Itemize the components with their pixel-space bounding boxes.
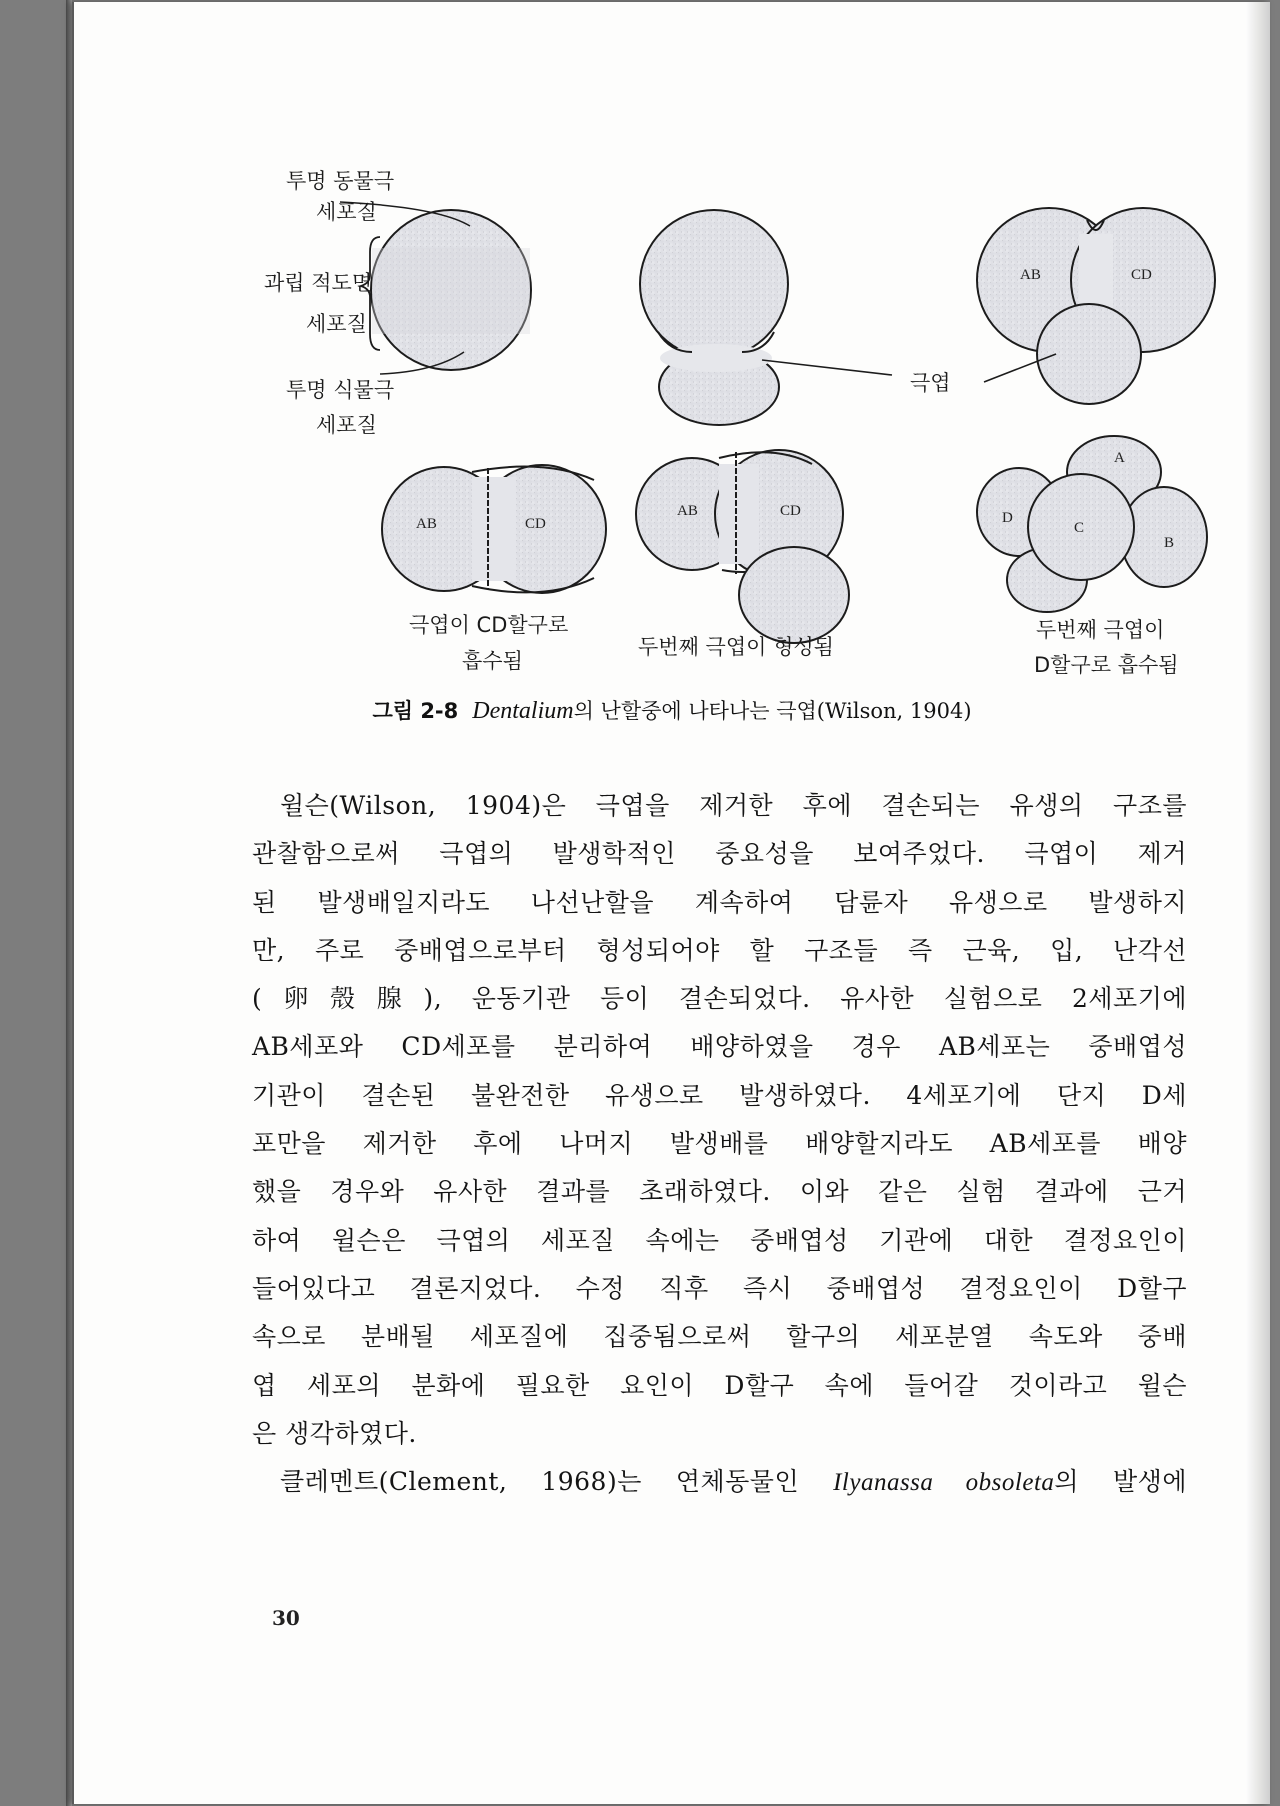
stage-4-caption-2: 흡수됨: [462, 649, 523, 673]
label-equatorial-1: 과립 적도면: [264, 271, 373, 295]
body-line: 기관이 결손된 불완전한 유생으로 발생하였다. 4세포기에 단지 D세: [252, 1080, 1187, 1110]
egg-stage-5: [636, 450, 849, 643]
cell-label-ab-4: AB: [416, 516, 437, 532]
final-line-suffix: 의 발생에: [1054, 1467, 1187, 1497]
cell-label-d: D: [1002, 510, 1013, 526]
figure-2-8: [74, 2, 1270, 742]
stage-6-caption-2: D할구로 흡수됨: [1034, 653, 1179, 677]
cell-label-cd-5: CD: [780, 503, 801, 519]
final-line-species: Ilyanassa obsoleta: [833, 1469, 1055, 1497]
body-line: 들어있다고 결론지었다. 수정 직후 즉시 중배엽성 결정요인이 D할구: [252, 1273, 1187, 1303]
cell-label-c: C: [1074, 520, 1085, 536]
body-line: 엽 세포의 분화에 필요한 요인이 D할구 속에 들어갈 것이라고 윌슨: [252, 1370, 1187, 1400]
body-line: 윌슨(Wilson, 1904)은 극엽을 제거한 후에 결손되는 유생의 구조를: [280, 791, 1187, 820]
body-line: 관찰함으로써 극엽의 발생학적인 중요성을 보여주었다. 극엽이 제거: [252, 839, 1187, 869]
body-line: 은 생각하였다.: [252, 1418, 417, 1448]
body-line: 했을 경우와 유사한 결과를 초래하였다. 이와 같은 실험 결과에 근거: [252, 1177, 1187, 1207]
stage-4-caption-1: 극엽이 CD할구로: [409, 613, 569, 637]
label-polar-lobe: 극엽: [910, 371, 951, 395]
body-line: 속으로 분배될 세포질에 집중됨으로써 할구의 세포분열 속도와 중배: [252, 1322, 1187, 1352]
body-line: 하여 윌슨은 극엽의 세포질 속에는 중배엽성 기관에 대한 결정요인이: [252, 1225, 1187, 1255]
figure-caption: [74, 695, 1270, 725]
label-vegetal-pole-2: 세포질: [316, 413, 377, 437]
label-animal-pole-2: 세포질: [316, 200, 377, 224]
cell-label-ab-3: AB: [1020, 267, 1041, 283]
egg-stage-6: [977, 436, 1207, 612]
cell-label-ab-5: AB: [677, 503, 698, 519]
cell-label-cd-3: CD: [1131, 267, 1152, 283]
egg-stage-2: [640, 210, 788, 425]
egg-stage-4: [382, 465, 606, 593]
body-line-final: [252, 1458, 1187, 1507]
body-line: (卵殼腺), 운동기관 등이 결손되었다. 유사한 실험으로 2세포기에: [252, 984, 1187, 1014]
body-text: [252, 782, 1187, 1507]
body-line: 만, 주로 중배엽으로부터 형성되어야 할 구조들 즉 근육, 입, 난각선: [252, 935, 1187, 965]
cell-label-b: B: [1164, 535, 1175, 551]
final-line-prefix: 클레멘트(Clement, 1968)는 연체동물인: [280, 1467, 834, 1497]
stage-6-caption-1: 두번째 극엽이: [1036, 618, 1165, 642]
label-animal-pole-1: 투명 동물극: [286, 169, 395, 193]
figure-genus: Dentalium: [472, 698, 574, 724]
label-vegetal-pole-1: 투명 식물극: [286, 378, 395, 402]
egg-stage-1: [264, 169, 531, 437]
polar-lobe-leader-left: [762, 360, 892, 375]
egg-stage-3: [977, 208, 1215, 404]
figure-number: 그림 2-8: [372, 699, 459, 723]
figure-caption-text: 의 난할중에 나타나는 극엽(Wilson, 1904): [573, 699, 972, 723]
body-line: AB세포와 CD세포를 분리하여 배양하였을 경우 AB세포는 중배엽성: [252, 1032, 1187, 1062]
page-number: 30: [272, 1606, 300, 1630]
body-line: 된 발생배일지라도 나선난할을 계속하여 담륜자 유생으로 발생하지: [252, 887, 1187, 917]
cell-label-a: A: [1114, 450, 1125, 466]
body-line: 포만을 제거한 후에 나머지 발생배를 배양할지라도 AB세포를 배양: [252, 1129, 1187, 1159]
label-equatorial-2: 세포질: [306, 312, 367, 336]
stage-5-caption: 두번째 극엽이 형성됨: [638, 635, 834, 659]
cell-label-cd-4: CD: [525, 516, 546, 532]
book-page: [72, 2, 1270, 1804]
